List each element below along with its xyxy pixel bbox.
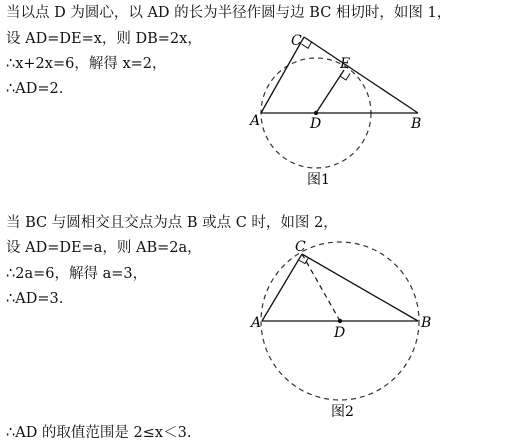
part2-line-2: 设 AD=DE=a，则 AB=2a， <box>6 240 202 256</box>
part1-line-4: ∴AD=2. <box>6 81 64 97</box>
figure1-point-D <box>314 111 318 115</box>
part2-line-3: ∴2a=6，解得 a=3， <box>6 266 148 282</box>
figure1-label-C: C <box>291 33 302 49</box>
figure2-label-D: D <box>334 325 346 341</box>
conclusion-line: ∴AD 的取值范围是 2≤x＜3. <box>6 425 192 441</box>
figure1-label-E: E <box>340 56 351 72</box>
part1-line-1: 当以点 D 为圆心，以 AD 的长为半径作圆与边 BC 相切时，如图 1， <box>6 5 452 21</box>
figure1-caption: 图1 <box>307 172 330 188</box>
figure1-label-D: D <box>310 116 322 132</box>
figure-1 <box>248 33 421 188</box>
figure1-segment-CB <box>304 37 418 113</box>
figure1-label-B: B <box>411 116 422 132</box>
figure2-segment-CD <box>302 254 340 321</box>
figure1-right-angle-C <box>302 41 313 48</box>
figure2-segment-CB <box>302 254 418 321</box>
part1-line-3: ∴x+2x=6，解得 x=2， <box>6 56 167 72</box>
part2-line-4: ∴AD=3. <box>6 291 64 307</box>
figure2-caption: 图2 <box>331 404 354 420</box>
figure2-point-D <box>338 319 342 323</box>
part2-line-1: 当 BC 与圆相交且交点为点 B 或点 C 时，如图 2， <box>6 215 338 231</box>
figure2-label-B: B <box>421 315 432 331</box>
figure1-label-A: A <box>250 113 261 129</box>
figure-2 <box>249 239 431 420</box>
figure2-label-C: C <box>295 239 306 255</box>
part1-line-2: 设 AD=DE=x，则 DB=2x， <box>6 31 202 47</box>
figure2-label-A: A <box>251 315 262 331</box>
